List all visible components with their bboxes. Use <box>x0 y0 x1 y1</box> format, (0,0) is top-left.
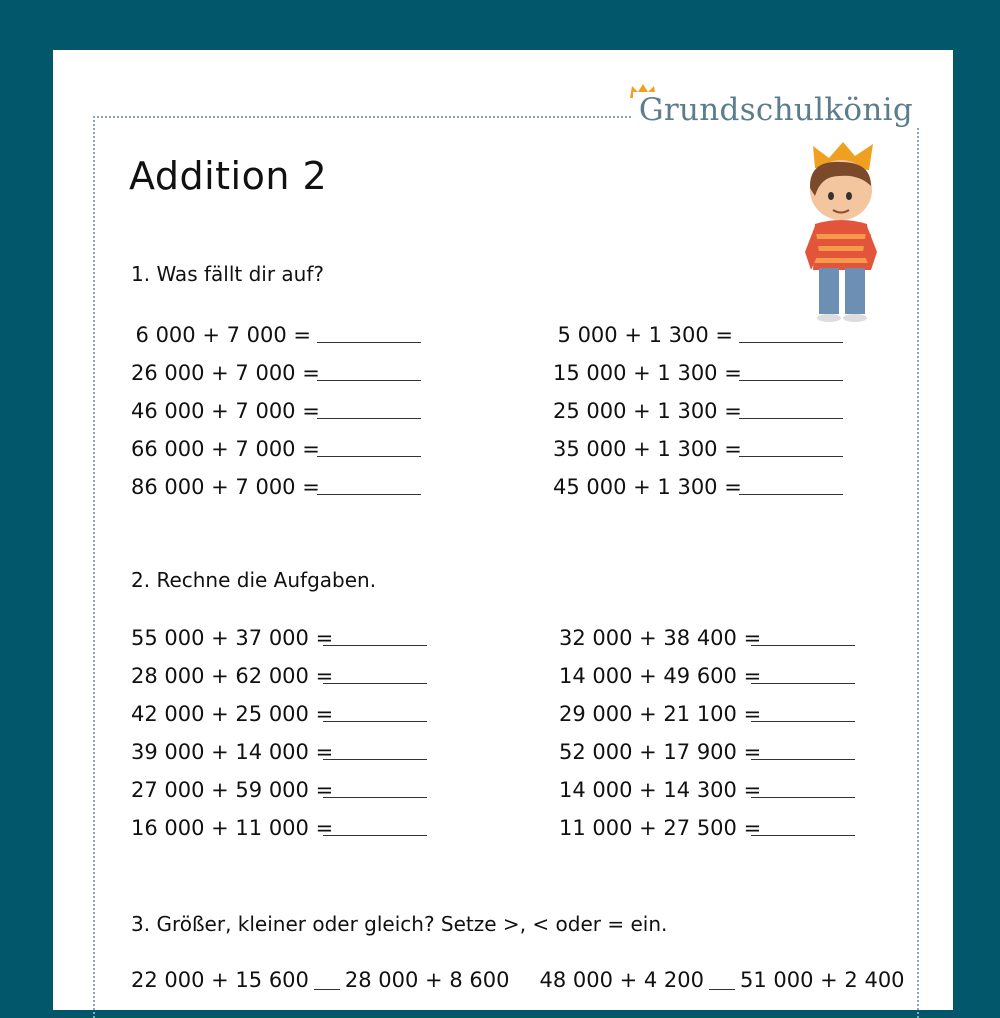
answer-blank[interactable] <box>751 682 855 684</box>
answer-blank[interactable] <box>323 644 427 646</box>
comparison-blank[interactable] <box>709 989 735 990</box>
equation-row: 6 000 + 7 000 = <box>131 316 421 354</box>
equation-row: 11 000 + 27 500 = <box>559 809 855 847</box>
equation-row: 28 000 + 62 000 = <box>131 657 427 695</box>
equation-row: 55 000 + 37 000 = <box>131 619 427 657</box>
equation-row: 27 000 + 59 000 = <box>131 771 427 809</box>
page-title: Addition 2 <box>129 154 328 198</box>
answer-blank[interactable] <box>751 644 855 646</box>
equation-row: 66 000 + 7 000 = <box>131 430 421 468</box>
answer-blank[interactable] <box>751 796 855 798</box>
task-2-heading: 2. Rechne die Aufgaben. <box>131 568 377 592</box>
equation-row: 52 000 + 17 900 = <box>559 733 855 771</box>
equation-row: 29 000 + 21 100 = <box>559 695 855 733</box>
answer-blank[interactable] <box>317 341 421 343</box>
task-1-heading: 1. Was fällt dir auf? <box>131 262 324 286</box>
equation-row: 39 000 + 14 000 = <box>131 733 427 771</box>
task-3-heading: 3. Größer, kleiner oder gleich? Setze >, < oder = ein. <box>131 912 668 936</box>
boy-with-crown-illustration <box>793 140 903 325</box>
brand-logo: Grundschulkönig <box>633 92 919 128</box>
equation-row: 16 000 + 11 000 = <box>131 809 427 847</box>
answer-blank[interactable] <box>739 493 843 495</box>
answer-blank[interactable] <box>751 834 855 836</box>
equation-row: 42 000 + 25 000 = <box>131 695 427 733</box>
answer-blank[interactable] <box>323 720 427 722</box>
equation-row: 32 000 + 38 400 = <box>559 619 855 657</box>
task-2-right-column <box>559 619 855 847</box>
equation-row: 26 000 + 7 000 = <box>131 354 421 392</box>
equation-row: 5 000 + 1 300 = <box>553 316 843 354</box>
task-2-left-column <box>131 619 427 847</box>
equation-row: 45 000 + 1 300 = <box>553 468 843 506</box>
answer-blank[interactable] <box>751 720 855 722</box>
worksheet <box>53 50 953 1010</box>
answer-blank[interactable] <box>739 455 843 457</box>
answer-blank[interactable] <box>323 796 427 798</box>
task-1-right-column <box>553 316 843 506</box>
equation-row: 14 000 + 14 300 = <box>559 771 855 809</box>
answer-blank[interactable] <box>323 758 427 760</box>
answer-blank[interactable] <box>323 682 427 684</box>
answer-blank[interactable] <box>739 379 843 381</box>
answer-blank[interactable] <box>751 758 855 760</box>
comparison-blank[interactable] <box>314 989 340 990</box>
task-1-left-column <box>131 316 421 506</box>
answer-blank[interactable] <box>317 493 421 495</box>
equation-row: 35 000 + 1 300 = <box>553 430 843 468</box>
equation-row: 14 000 + 49 600 = <box>559 657 855 695</box>
answer-blank[interactable] <box>739 417 843 419</box>
comparison-row: 22 000 + 15 600 28 000 + 8 600 48 000 + 4 200 51 000 + 2 400 <box>131 968 905 992</box>
answer-blank[interactable] <box>739 341 843 343</box>
equation-row: 86 000 + 7 000 = <box>131 468 421 506</box>
answer-blank[interactable] <box>317 455 421 457</box>
answer-blank[interactable] <box>317 379 421 381</box>
answer-blank[interactable] <box>317 417 421 419</box>
equation-row: 46 000 + 7 000 = <box>131 392 421 430</box>
equation-row: 25 000 + 1 300 = <box>553 392 843 430</box>
equation-row: 15 000 + 1 300 = <box>553 354 843 392</box>
answer-blank[interactable] <box>323 834 427 836</box>
